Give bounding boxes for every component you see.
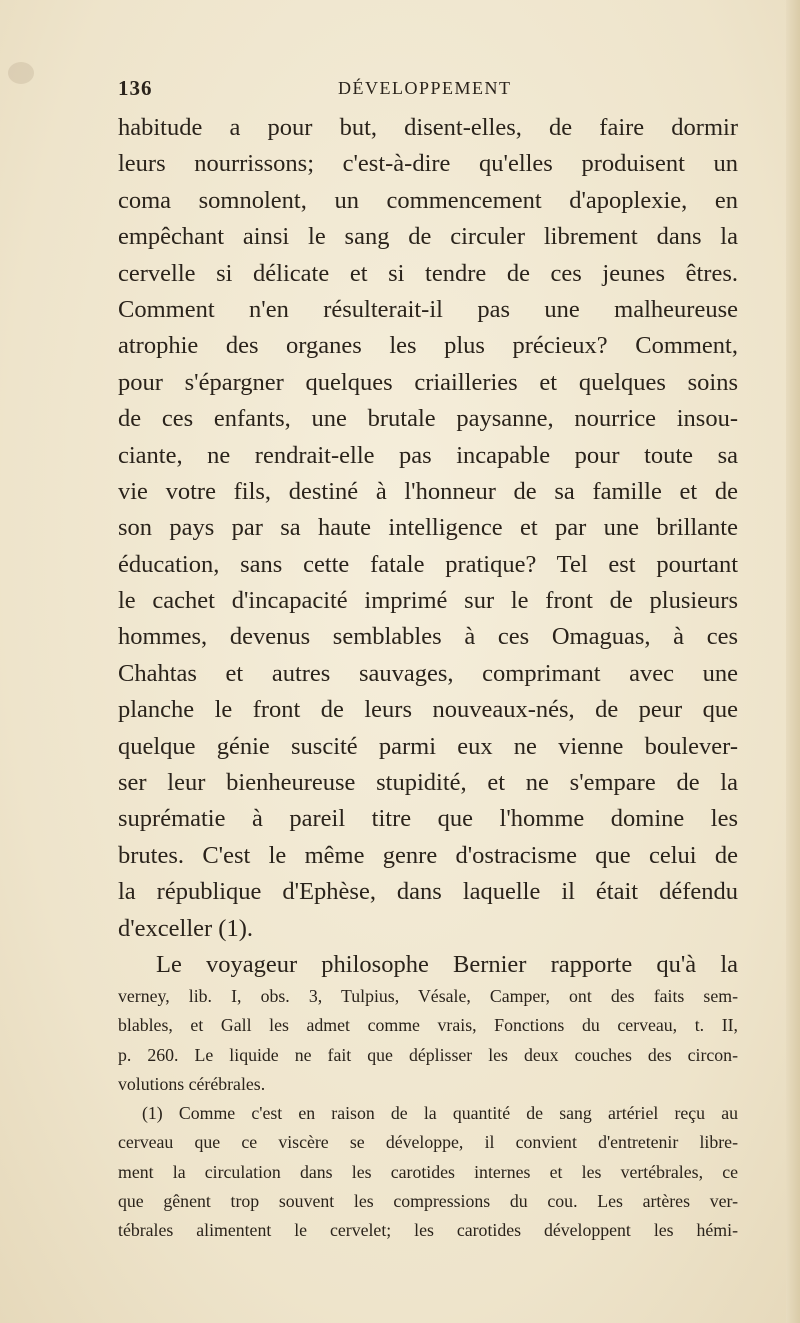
text-line: pour s'épargner quelques criailleries et quelques soins [118, 368, 738, 396]
footnote-line: (1) Comme c'est en raison de la quantité de sang artériel reçu au [142, 1103, 738, 1124]
footnote-line: ment la circulation dans les carotides internes et les vertébrales, ce [118, 1161, 738, 1182]
text-line: hommes, devenus semblables à ces Omaguas, à ces [118, 623, 738, 651]
footnote-line: p. 260. Le liquide ne fait que déplisser les deux couches des circon- [118, 1044, 738, 1065]
text-line: quelque génie suscité parmi eux ne vienne boulever- [118, 732, 738, 760]
text-line: coma somnolent, un commencement d'apoplexie, en [118, 186, 738, 214]
page-header [118, 76, 738, 106]
text-line: vie votre fils, destiné à l'honneur de sa famille et de [118, 477, 738, 505]
text-line: atrophie des organes les plus précieux? Comment, [118, 332, 738, 360]
text-line: la république d'Ephèse, dans laquelle il était défendu [118, 878, 738, 906]
text-line: suprématie à pareil titre que l'homme domine les [118, 805, 738, 833]
text-line: Le voyageur philosophe Bernier rapporte qu'à la [156, 950, 738, 978]
text-line: ciante, ne rendrait-elle pas incapable pour toute sa [118, 441, 738, 469]
running-head: DÉVELOPPEMENT [338, 78, 512, 98]
text-line: habitude a pour but, disent-elles, de faire dormir [118, 114, 738, 141]
page-edge [786, 0, 800, 1323]
text-line: leurs nourrissons; c'est-à-dire qu'elles produisent un [118, 150, 738, 178]
footnote-line: que gênent trop souvent les compressions du cou. Les artères ver- [118, 1191, 738, 1212]
text-line: le cachet d'incapacité imprimé sur le front de plusieurs [118, 587, 738, 615]
footnote-line: verney, lib. I, obs. 3, Tulpius, Vésale, Camper, ont des faits sem- [118, 986, 738, 1006]
footnote-line: tébrales alimentent le cervelet; les carotides développent les hémi- [118, 1220, 738, 1241]
text-line: brutes. C'est le même genre d'ostracisme que celui de [118, 841, 738, 869]
text-line: Chahtas et autres sauvages, comprimant avec une [118, 659, 738, 687]
text-line: éducation, sans cette fatale pratique? Tel est pourtant [118, 550, 738, 578]
text-line: d'exceller (1). [118, 914, 254, 942]
page-stain [8, 62, 34, 84]
text-line: planche le front de leurs nouveaux-nés, de peur que [118, 696, 738, 724]
text-line: Comment n'en résulterait-il pas une malheureuse [118, 295, 738, 323]
text-line: de ces enfants, une brutale paysanne, nourrice insou- [118, 405, 738, 433]
page-number: 136 [118, 76, 153, 100]
footnote-line: blables, et Gall les admet comme vrais, Fonctions du cerveau, t. II, [118, 1015, 738, 1036]
footnote-line: cerveau que ce viscère se développe, il convient d'entretenir libre- [118, 1132, 738, 1153]
text-line: son pays par sa haute intelligence et par une brillante [118, 514, 738, 542]
text-line: ser leur bienheureuse stupidité, et ne s'empare de la [118, 769, 738, 797]
text-line: cervelle si délicate et si tendre de ces jeunes êtres. [118, 259, 738, 287]
footnotes [118, 982, 738, 1246]
body-text [118, 110, 738, 983]
text-line: empêchant ainsi le sang de circuler librement dans la [118, 223, 738, 251]
footnote-line: volutions cérébrales. [118, 1073, 266, 1094]
